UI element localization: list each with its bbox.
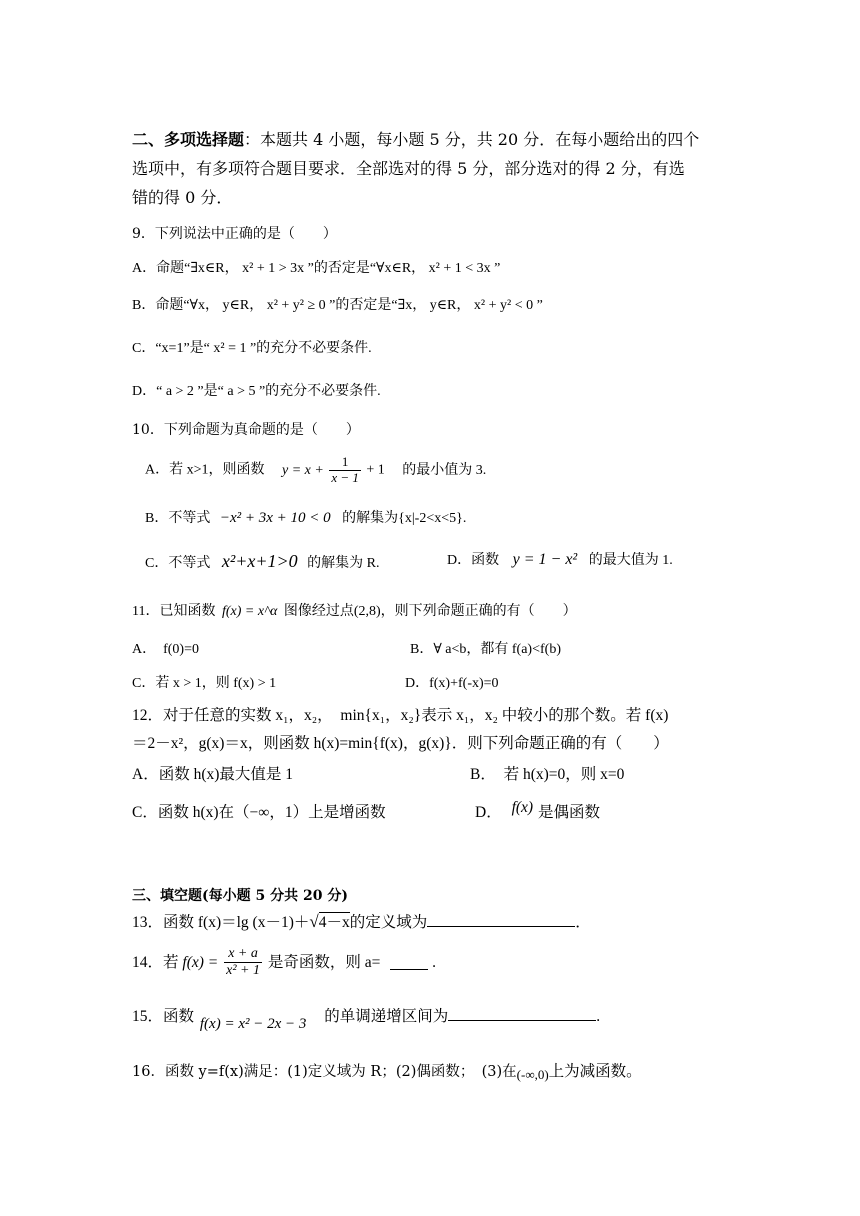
q12-option-d (475, 799, 600, 821)
q15-pre: 15．函数 (132, 1008, 195, 1025)
section2-title: 二、多项选择题 (132, 130, 245, 149)
q12-line1: 12．对于任意的实数 x₁，x₂， min{x₁，x₂}表示 x₁，x₂ 中较小的那个数。若 f(x) (132, 707, 669, 724)
q16-pre: 16．函数 y=f(x)满足：(1)定义域为 R；(2)偶函数； (3)在 (132, 1064, 517, 1080)
q12-d-pre: D． (475, 804, 502, 821)
q15 (132, 1006, 601, 1032)
q14-end: . (432, 954, 436, 972)
section3-title: 三、填空题(每小题 5 分共 20 分) (132, 888, 348, 904)
q13-end: ． (575, 914, 591, 931)
q9-option-c: C．“x=1”是“ x² = 1 ”的充分不必要条件. (132, 341, 372, 356)
q10-c-pre: C．不等式 (145, 556, 211, 571)
q14-pre: 14．若 (132, 954, 179, 972)
q12-d-post: 是偶函数 (537, 804, 600, 821)
q12-d-expr: f(x) (511, 799, 534, 816)
q10-a-den: x − 1 (331, 469, 359, 485)
q14 (132, 946, 436, 979)
q13 (132, 912, 591, 931)
q11-option-a: A． f(0)=0 (132, 642, 199, 657)
q10-a-pre: A．若 x>1，则函数 (145, 462, 265, 478)
q10-option-d (447, 552, 673, 568)
q10-c-expr: x²+x+1>0 (221, 551, 298, 571)
q12-option-b: B． 若 h(x)=0，则 x=0 (470, 766, 625, 783)
q10-a-num: 1 (329, 455, 361, 471)
q9-option-b: B．命题“∀x， y∈R， x² + y² ≥ 0 ”的否定是“∃x， y∈R， x² + y² < 0 ” (132, 298, 543, 313)
q11-option-c: C．若 x > 1，则 f(x) > 1 (132, 676, 277, 691)
q14-num: x + a (224, 946, 262, 963)
section2-desc: ：本题共 4 小题，每小题 5 分，共 20 分．在每小题给出的四个 (244, 130, 700, 149)
q10-stem: 10．下列命题为真命题的是（ ） (132, 422, 360, 438)
q10-c-post: 的解集为 R. (307, 556, 380, 571)
q9-option-d: D．“ a > 2 ”是“ a > 5 ”的充分不必要条件. (132, 384, 381, 399)
q11-stem-post: 图像经过点(2,8)，则下列命题正确的有（ ） (283, 604, 577, 619)
q14-answer-blank[interactable] (390, 955, 428, 970)
q15-answer-blank[interactable] (448, 1006, 596, 1021)
q10-option-b (145, 511, 466, 526)
section2-line3: 错的得 0 分． (132, 188, 233, 207)
q10-a-expr-pre: y = x + (282, 462, 324, 478)
q13-answer-blank[interactable] (427, 912, 575, 927)
q11-option-d: D．f(x)+f(-x)=0 (405, 676, 499, 691)
q11-option-b: B．∀ a<b，都有 f(a)<f(b) (410, 642, 561, 657)
q10-d-pre: D．函数 (447, 553, 500, 568)
q13-sqrt: 4－x (318, 914, 350, 931)
q13-pre: 13．函数 f(x)＝lg (x－1)＋ (132, 914, 310, 931)
q14-expr-pre: f(x) = (182, 954, 219, 972)
q12-line2: ＝2－x²，g(x)＝x，则函数 h(x)=min{f(x)，g(x)}．则下列命题正确的有（ ） (132, 735, 669, 752)
q10-a-fraction (329, 455, 361, 486)
section2-line1 (132, 132, 699, 148)
q14-den: x² + 1 (226, 963, 260, 979)
q12-option-c: C．函数 h(x)在（−∞，1）上是增函数 (132, 804, 386, 821)
q10-a-expr-post: + 1 (366, 462, 385, 478)
q15-end: . (596, 1008, 601, 1025)
q15-post: 的单调递增区间为 (324, 1008, 449, 1025)
section2-line2: 选项中，有多项符合题目要求．全部选对的得 5 分，部分选对的得 2 分，有选 (132, 159, 685, 178)
q14-fraction (224, 946, 262, 979)
q11-stem (132, 605, 577, 619)
q10-b-pre: B．不等式 (145, 511, 211, 526)
q16-interval: (-∞,0) (516, 1067, 549, 1082)
q11-stem-expr: f(x) = x^α (221, 604, 278, 619)
q13-post: 的定义域为 (349, 914, 428, 931)
q16-post: 上为减函数。 (548, 1062, 642, 1080)
q9-stem: 9．下列说法中正确的是（ ） (132, 226, 337, 242)
q10-a-post: 的最小值为 3. (402, 462, 487, 478)
q10-b-post: 的解集为{x|-2<x<5}. (342, 511, 467, 526)
q10-d-post: 的最大值为 1. (588, 553, 673, 568)
q10-d-expr: y = 1 − x² (512, 551, 578, 568)
q11-stem-pre: 11．已知函数 (132, 604, 216, 619)
q10-b-expr: −x² + 3x + 10 < 0 (219, 510, 331, 526)
q14-post: 是奇函数，则 a= (267, 954, 381, 972)
q10-option-a (145, 455, 486, 486)
sqrt-icon: √ (309, 912, 319, 931)
q15-expr: f(x) = x² − 2x − 3 (199, 1016, 307, 1032)
q12-option-a: A．函数 h(x)最大值是 1 (132, 766, 294, 783)
q16 (132, 1064, 642, 1080)
q10-option-c (145, 552, 380, 571)
q9-option-a: A．命题“∃x∈R， x² + 1 > 3x ”的否定是“∀x∈R， x² + 1 < 3x ” (132, 261, 501, 276)
